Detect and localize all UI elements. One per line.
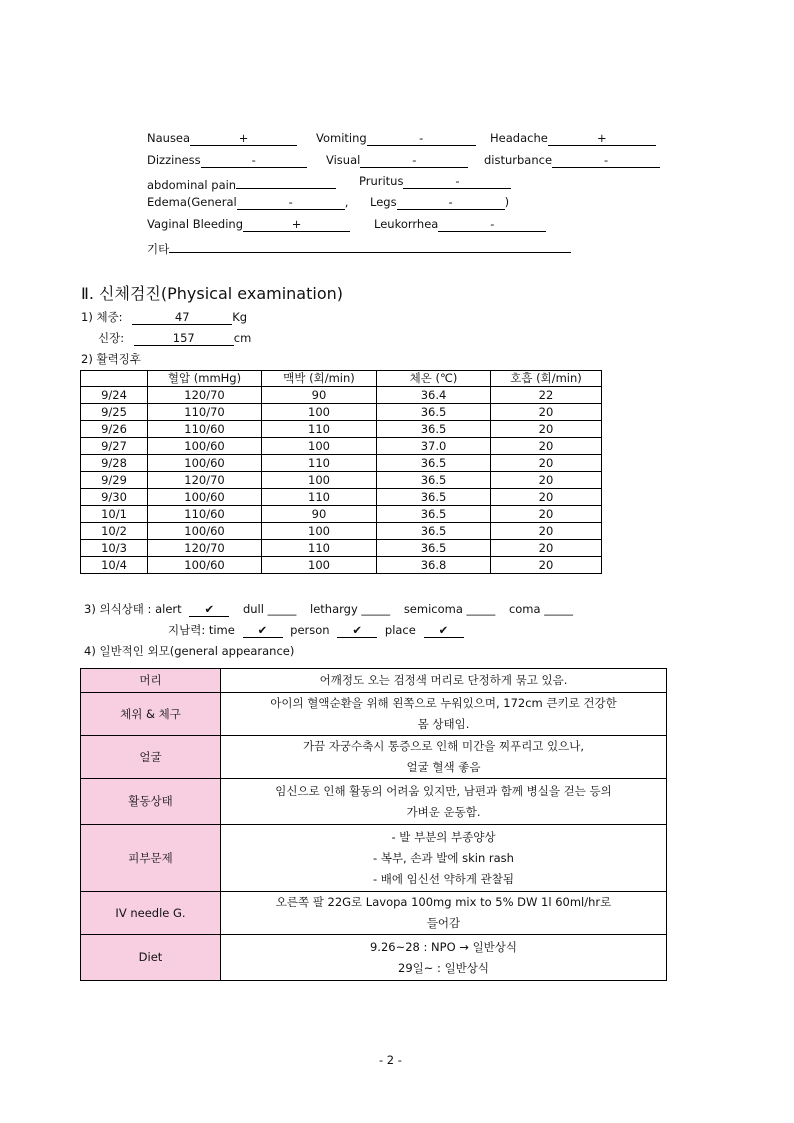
vitals-cell: 20	[491, 404, 602, 421]
appearance-row	[81, 935, 667, 981]
vitals-date-cell: 10/2	[81, 523, 148, 540]
visual-field	[326, 153, 468, 168]
appearance-value-cell	[221, 935, 667, 981]
edema-value: -	[237, 195, 345, 210]
appearance-value-line: 29일~ : 일반상식	[398, 960, 489, 975]
edema-comma: ,	[344, 195, 349, 209]
appearance-value-cell	[221, 825, 667, 892]
appearance-label-cell: 머리	[81, 669, 221, 693]
vitals-row	[81, 472, 602, 489]
vitals-cell: 100/60	[148, 523, 262, 540]
vitals-cell: 120/70	[148, 472, 262, 489]
disturbance-label: disturbance	[484, 153, 553, 167]
vitals-cell: 110	[262, 540, 377, 557]
vitals-cell: 36.5	[377, 540, 491, 557]
other-value	[169, 238, 571, 253]
vitals-cell: 110	[262, 455, 377, 472]
vitals-cell: 100	[262, 438, 377, 455]
dizziness-field	[147, 153, 307, 168]
disturbance-field	[484, 153, 660, 168]
vitals-date-cell: 10/3	[81, 540, 148, 557]
appearance-value-line: 오른쪽 팔 22G로 Lavopa 100mg mix to 5% DW 1l 60ml/hr로	[275, 895, 612, 909]
consciousness-label: 3) 의식상태 : alert	[84, 602, 182, 616]
vitals-row	[81, 506, 602, 523]
vitals-label: 2) 활력징후	[81, 352, 141, 366]
vitals-cell: 100/60	[148, 557, 262, 574]
nausea-label: Nausea	[147, 131, 191, 145]
dizziness-label: Dizziness	[147, 153, 201, 167]
disturbance-value: -	[552, 153, 660, 168]
abdominal-pain-label: abdominal pain	[147, 178, 237, 192]
vitals-date-cell: 10/1	[81, 506, 148, 523]
vitals-date-cell: 9/29	[81, 472, 148, 489]
orientation-label: 지남력: time	[168, 623, 235, 637]
vitals-cell: 36.4	[377, 387, 491, 404]
abdominal-pain-value	[236, 174, 336, 189]
place-check: ✔	[424, 623, 464, 638]
edema-field	[147, 195, 348, 210]
lethargy-field: lethargy _____	[310, 602, 391, 616]
vitals-table	[80, 370, 602, 574]
vitals-header	[81, 371, 148, 387]
vitals-cell: 110/70	[148, 404, 262, 421]
vitals-cell: 22	[491, 387, 602, 404]
appearance-value-cell	[221, 779, 667, 825]
page-number: - 2 -	[379, 1053, 402, 1067]
vitals-cell: 100/60	[148, 489, 262, 506]
weight-unit: Kg	[232, 310, 248, 324]
appearance-label-cell: IV needle G.	[81, 892, 221, 935]
legs-label: Legs	[370, 195, 397, 209]
vaginal-bleeding-label: Vaginal Bleeding	[147, 217, 244, 231]
semicoma-field: semicoma _____	[403, 602, 496, 616]
vitals-cell: 120/70	[148, 387, 262, 404]
vitals-cell: 20	[491, 540, 602, 557]
vitals-date-cell: 9/28	[81, 455, 148, 472]
leukorrhea-field	[374, 217, 546, 232]
visual-value: -	[360, 153, 468, 168]
appearance-label-cell: 피부문제	[81, 825, 221, 892]
vitals-cell: 100/60	[148, 455, 262, 472]
section-title: Ⅱ. 신체검진(Physical examination)	[81, 284, 343, 303]
vitals-cell: 100	[262, 472, 377, 489]
vitals-row	[81, 489, 602, 506]
legs-paren: )	[504, 195, 510, 209]
pruritus-field	[359, 174, 511, 189]
headache-value: +	[548, 131, 656, 146]
other-field	[147, 238, 571, 257]
vitals-cell: 20	[491, 523, 602, 540]
appearance-value-line: 아이의 혈액순환을 위해 왼쪽으로 누워있으며, 172cm 큰키로 건강한	[270, 696, 617, 710]
edema-label: Edema(General	[147, 195, 237, 209]
vitals-row	[81, 523, 602, 540]
vitals-cell: 90	[262, 387, 377, 404]
vitals-date-cell: 9/25	[81, 404, 148, 421]
vitals-row	[81, 455, 602, 472]
vitals-cell: 36.5	[377, 523, 491, 540]
appearance-row	[81, 669, 667, 693]
other-label: 기타	[147, 242, 170, 256]
vitals-row	[81, 404, 602, 421]
appearance-value-line: 가벼운 운동함.	[406, 804, 481, 819]
vitals-date-cell: 9/30	[81, 489, 148, 506]
vaginal-bleeding-field	[147, 217, 350, 232]
vitals-cell: 90	[262, 506, 377, 523]
appearance-value-cell	[221, 669, 667, 693]
vomiting-field	[316, 131, 476, 146]
appearance-row	[81, 779, 667, 825]
appearance-row	[81, 693, 667, 736]
vitals-date-cell: 10/4	[81, 557, 148, 574]
nausea-value: +	[190, 131, 297, 146]
vitals-cell: 36.5	[377, 455, 491, 472]
visual-label: Visual	[326, 153, 361, 167]
vitals-cell: 20	[491, 438, 602, 455]
person-label: person	[290, 623, 330, 637]
appearance-row	[81, 825, 667, 892]
vitals-date-cell: 9/26	[81, 421, 148, 438]
vitals-row	[81, 438, 602, 455]
vitals-row	[81, 557, 602, 574]
weight-label: 1) 체중:	[81, 310, 123, 324]
vitals-date-cell: 9/27	[81, 438, 148, 455]
appearance-label: 4) 일반적인 외모(general appearance)	[84, 644, 295, 658]
appearance-label-cell: 얼굴	[81, 736, 221, 779]
appearance-value-line: 몸 상태임.	[417, 717, 470, 731]
appearance-value-line: 9.26~28 : NPO → 일반상식	[369, 939, 518, 954]
legs-field	[370, 195, 509, 210]
vitals-header-row	[81, 371, 602, 387]
vitals-cell: 100	[262, 557, 377, 574]
height-field	[98, 330, 251, 346]
dizziness-value: -	[201, 153, 307, 168]
vitals-cell: 36.5	[377, 404, 491, 421]
vitals-cell: 100/60	[148, 438, 262, 455]
vitals-header: 혈압 (mmHg)	[148, 371, 262, 387]
vitals-header: 맥박 (회/min)	[262, 371, 377, 387]
height-label: 신장:	[98, 331, 125, 345]
alert-check: ✔	[189, 602, 229, 617]
vitals-cell: 36.8	[377, 557, 491, 574]
vomiting-value: -	[367, 131, 476, 146]
vitals-cell: 110	[262, 489, 377, 506]
height-unit: cm	[233, 331, 252, 345]
vitals-cell: 120/70	[148, 540, 262, 557]
headache-label: Headache	[490, 131, 548, 145]
vitals-row	[81, 421, 602, 438]
vaginal-bleeding-value: +	[243, 217, 350, 232]
vitals-cell: 110/60	[148, 506, 262, 523]
vitals-cell: 110/60	[148, 421, 262, 438]
coma-field: coma _____	[508, 602, 573, 616]
headache-field	[490, 131, 656, 146]
vitals-cell: 100	[262, 404, 377, 421]
pruritus-label: Pruritus	[359, 174, 404, 188]
person-check: ✔	[337, 623, 377, 638]
vitals-cell: 110	[262, 421, 377, 438]
appearance-row	[81, 736, 667, 779]
appearance-row	[81, 892, 667, 935]
weight-field	[81, 309, 247, 325]
appearance-value-line: 얼굴 혈색 좋음	[406, 760, 481, 774]
vitals-row	[81, 387, 602, 404]
vitals-cell: 20	[491, 455, 602, 472]
vitals-header: 체온 (℃)	[377, 371, 491, 387]
appearance-label-cell: 활동상태	[81, 779, 221, 825]
vitals-cell: 20	[491, 506, 602, 523]
symptom-row-1	[147, 131, 297, 146]
vitals-cell: 36.5	[377, 472, 491, 489]
vitals-date-cell: 9/24	[81, 387, 148, 404]
vitals-cell: 37.0	[377, 438, 491, 455]
weight-value: 47	[132, 310, 232, 325]
pruritus-value: -	[403, 174, 511, 189]
vitals-cell: 100	[262, 523, 377, 540]
appearance-value-line: 임신으로 인해 활동의 어려움 있지만, 남편과 함께 병실을 걷는 등의	[275, 783, 612, 798]
appearance-label-cell: Diet	[81, 935, 221, 981]
height-value: 157	[134, 331, 234, 346]
appearance-value-line: - 배에 임신선 약하게 관찰됨	[373, 871, 514, 886]
appearance-label-cell: 체위 & 체구	[81, 693, 221, 736]
vitals-header: 호흡 (회/min)	[491, 371, 602, 387]
leukorrhea-value: -	[438, 217, 546, 232]
vitals-cell: 36.5	[377, 489, 491, 506]
vitals-cell: 20	[491, 489, 602, 506]
appearance-value-line: - 발 부분의 부종양상	[391, 829, 496, 844]
vitals-cell: 20	[491, 557, 602, 574]
vitals-row	[81, 540, 602, 557]
dull-field: dull _____	[242, 602, 297, 616]
vitals-cell: 20	[491, 472, 602, 489]
place-label: place	[384, 623, 416, 637]
appearance-value-cell	[221, 892, 667, 935]
consciousness-row	[84, 601, 573, 617]
vitals-cell: 36.5	[377, 421, 491, 438]
legs-value: -	[397, 195, 505, 210]
appearance-value-cell	[221, 736, 667, 779]
appearance-value-cell	[221, 693, 667, 736]
abdominal-pain-field	[147, 174, 336, 192]
leukorrhea-label: Leukorrhea	[374, 217, 439, 231]
vitals-cell: 36.5	[377, 506, 491, 523]
appearance-value-line: 어깨정도 오는 검정색 머리로 단정하게 묶고 있음.	[319, 673, 568, 687]
time-check: ✔	[243, 623, 283, 638]
orientation-row	[168, 622, 464, 638]
vitals-cell: 20	[491, 421, 602, 438]
appearance-table	[80, 668, 667, 981]
appearance-value-line: 들어감	[426, 916, 461, 930]
vomiting-label: Vomiting	[316, 131, 367, 145]
appearance-value-line: - 복부, 손과 발에 skin rash	[373, 850, 514, 865]
appearance-value-line: 가끔 자궁수축시 통증으로 인해 미간을 찌푸리고 있으나,	[302, 739, 585, 753]
